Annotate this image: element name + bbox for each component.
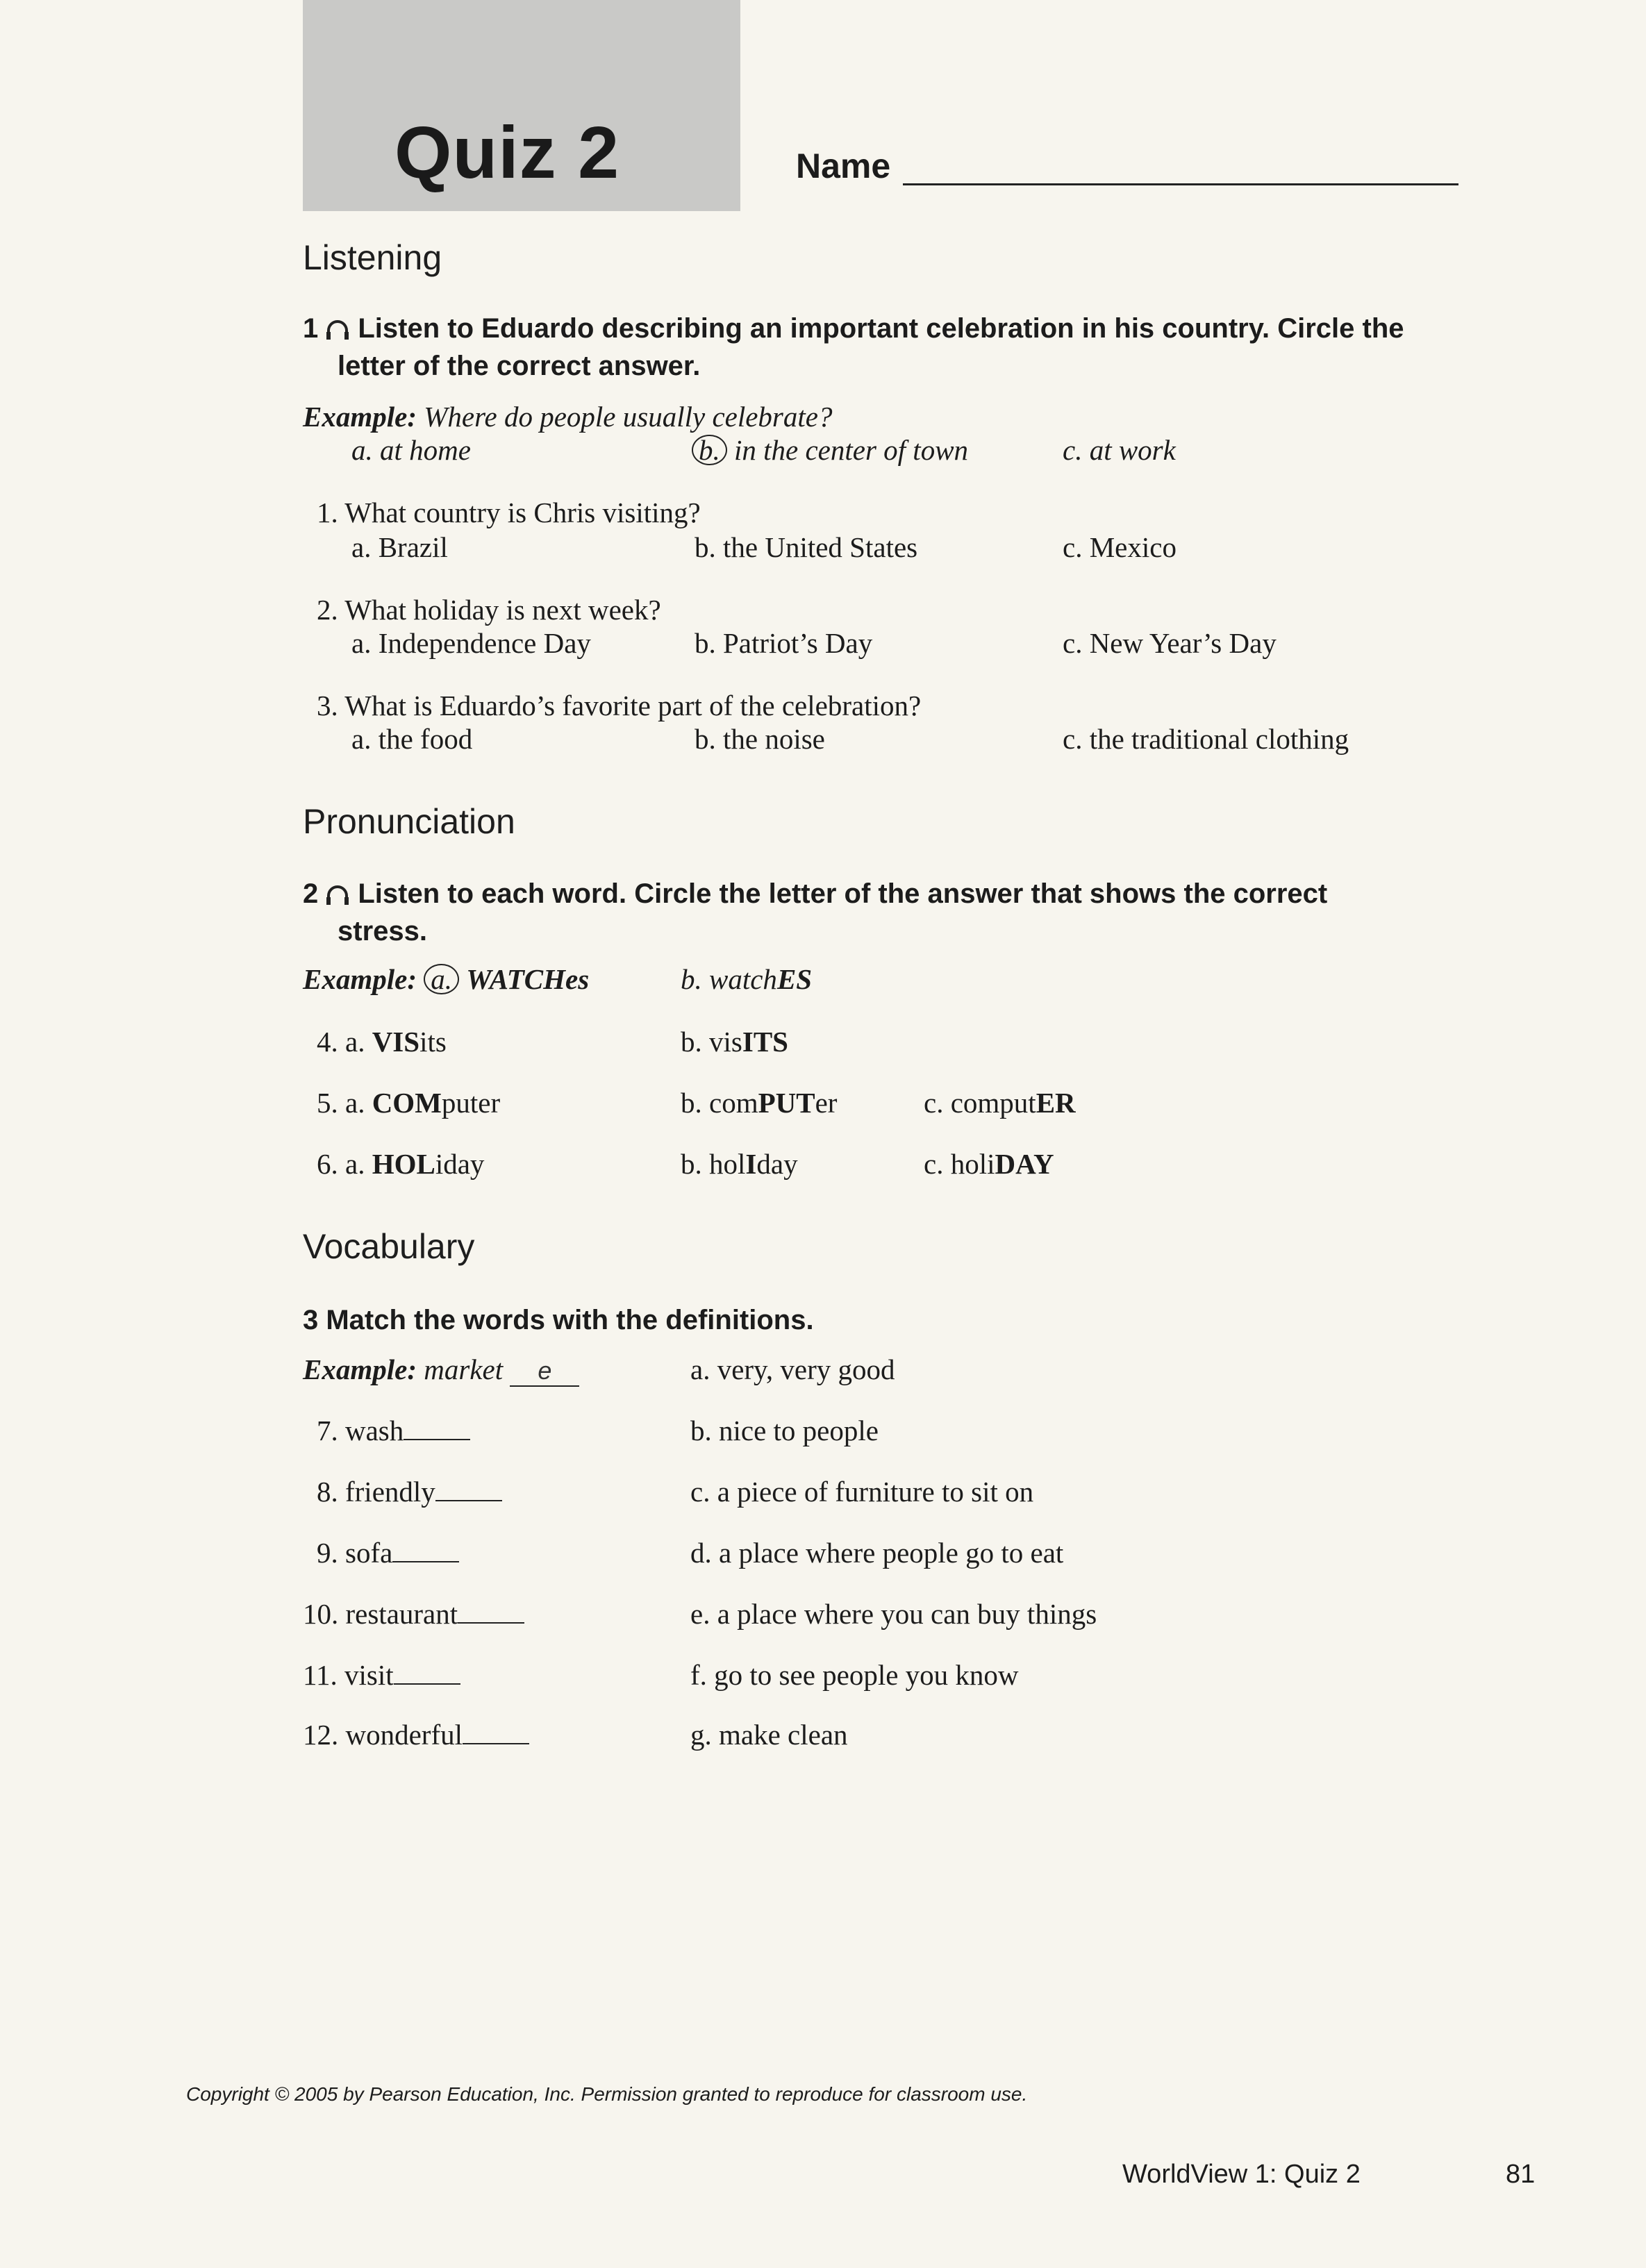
answer-blank-7[interactable] xyxy=(404,1414,470,1440)
answer-blank-9[interactable] xyxy=(392,1536,459,1562)
name-field[interactable] xyxy=(903,183,1458,185)
definition-g: g. make clean xyxy=(690,1719,848,1751)
vocab-word-8: 8. friendly xyxy=(317,1475,502,1508)
copyright-notice: Copyright © 2005 by Pearson Education, Inc. Permission granted to reproduce for classroom use. xyxy=(186,2083,1028,2105)
page-title: Quiz 2 xyxy=(394,112,620,194)
example-option-a: a. at home xyxy=(351,434,471,466)
instruction-1 xyxy=(303,310,1404,347)
option-1a[interactable]: a. Brazil xyxy=(351,531,448,563)
example-option-b: b. in the center of town xyxy=(692,433,968,467)
name-label: Name xyxy=(796,147,891,185)
item-4-b[interactable]: b. visITS xyxy=(681,1026,788,1058)
option-2b[interactable]: b. Patriot’s Day xyxy=(695,627,873,659)
item-6-b[interactable]: b. holIday xyxy=(681,1148,798,1180)
instruction-number: 2 xyxy=(303,878,319,909)
section-heading-pronunciation: Pronunciation xyxy=(303,802,515,841)
option-2a[interactable]: a. Independence Day xyxy=(351,627,591,659)
headphones-icon xyxy=(326,312,349,333)
example-option-c: c. at work xyxy=(1063,434,1176,466)
headphones-icon xyxy=(326,878,349,899)
option-1c[interactable]: c. Mexico xyxy=(1063,531,1177,563)
section-heading-listening: Listening xyxy=(303,238,442,277)
section-heading-vocabulary: Vocabulary xyxy=(303,1227,475,1266)
item-6-c[interactable]: c. holiDAY xyxy=(924,1148,1054,1180)
vocab-word-9: 9. sofa xyxy=(317,1536,459,1569)
definition-b: b. nice to people xyxy=(690,1415,879,1446)
definition-e: e. a place where you can buy things xyxy=(690,1598,1097,1630)
item-5-c[interactable]: c. computER xyxy=(924,1087,1076,1119)
vocab-example: Example: market e xyxy=(303,1353,579,1387)
question-1: 1. What country is Chris visiting? xyxy=(317,497,701,528)
vocab-word-7: 7. wash xyxy=(317,1414,470,1447)
instruction-3: 3 Match the words with the definitions. xyxy=(303,1305,814,1335)
pronunciation-example-b: b. watchES xyxy=(681,963,813,995)
item-6-a[interactable]: 6. a. HOLiday xyxy=(317,1148,485,1180)
example-answer: e xyxy=(510,1356,579,1387)
vocab-word-11: 11. visit xyxy=(303,1658,460,1692)
vocab-word-12: 12. wonderful xyxy=(303,1718,529,1751)
answer-blank-10[interactable] xyxy=(458,1597,524,1624)
vocab-word-10: 10. restaurant xyxy=(303,1597,524,1631)
item-5-a[interactable]: 5. a. COMputer xyxy=(317,1087,501,1119)
instruction-2 xyxy=(303,875,1327,912)
option-3b[interactable]: b. the noise xyxy=(695,723,825,755)
page-number: 81 xyxy=(1506,2160,1536,2189)
definition-f: f. go to see people you know xyxy=(690,1659,1019,1691)
answer-blank-11[interactable] xyxy=(394,1658,460,1685)
option-2c[interactable]: c. New Year’s Day xyxy=(1063,627,1277,659)
instruction-2-cont: stress. xyxy=(338,916,427,947)
item-4-a[interactable]: 4. a. VISits xyxy=(317,1026,447,1058)
definition-a: a. very, very good xyxy=(690,1353,895,1385)
answer-blank-8[interactable] xyxy=(435,1475,502,1501)
pronunciation-example: Example: a. WATCHes xyxy=(303,963,590,995)
instruction-text: Listen to Eduardo describing an important celebration in his country. Circle the xyxy=(358,313,1404,344)
instruction-number: 1 xyxy=(303,313,319,344)
question-3: 3. What is Eduardo’s favorite part of the celebration? xyxy=(317,690,922,722)
circled-answer: a. xyxy=(424,964,459,994)
answer-blank-12[interactable] xyxy=(463,1718,529,1744)
circled-answer: b. xyxy=(692,435,727,465)
instruction-1-cont: letter of the correct answer. xyxy=(338,351,701,381)
definition-c: c. a piece of furniture to sit on xyxy=(690,1476,1034,1508)
instruction-text: Listen to each word. Circle the letter of the answer that shows the correct xyxy=(358,878,1328,909)
example-question: Example: Where do people usually celebrate? xyxy=(303,401,833,433)
option-1b[interactable]: b. the United States xyxy=(695,531,918,563)
option-3c[interactable]: c. the traditional clothing xyxy=(1063,723,1349,755)
question-2: 2. What holiday is next week? xyxy=(317,594,661,626)
book-reference: WorldView 1: Quiz 2 xyxy=(1122,2160,1361,2189)
option-3a[interactable]: a. the food xyxy=(351,723,473,755)
definition-d: d. a place where people go to eat xyxy=(690,1537,1064,1569)
item-5-b[interactable]: b. comPUTer xyxy=(681,1087,838,1119)
